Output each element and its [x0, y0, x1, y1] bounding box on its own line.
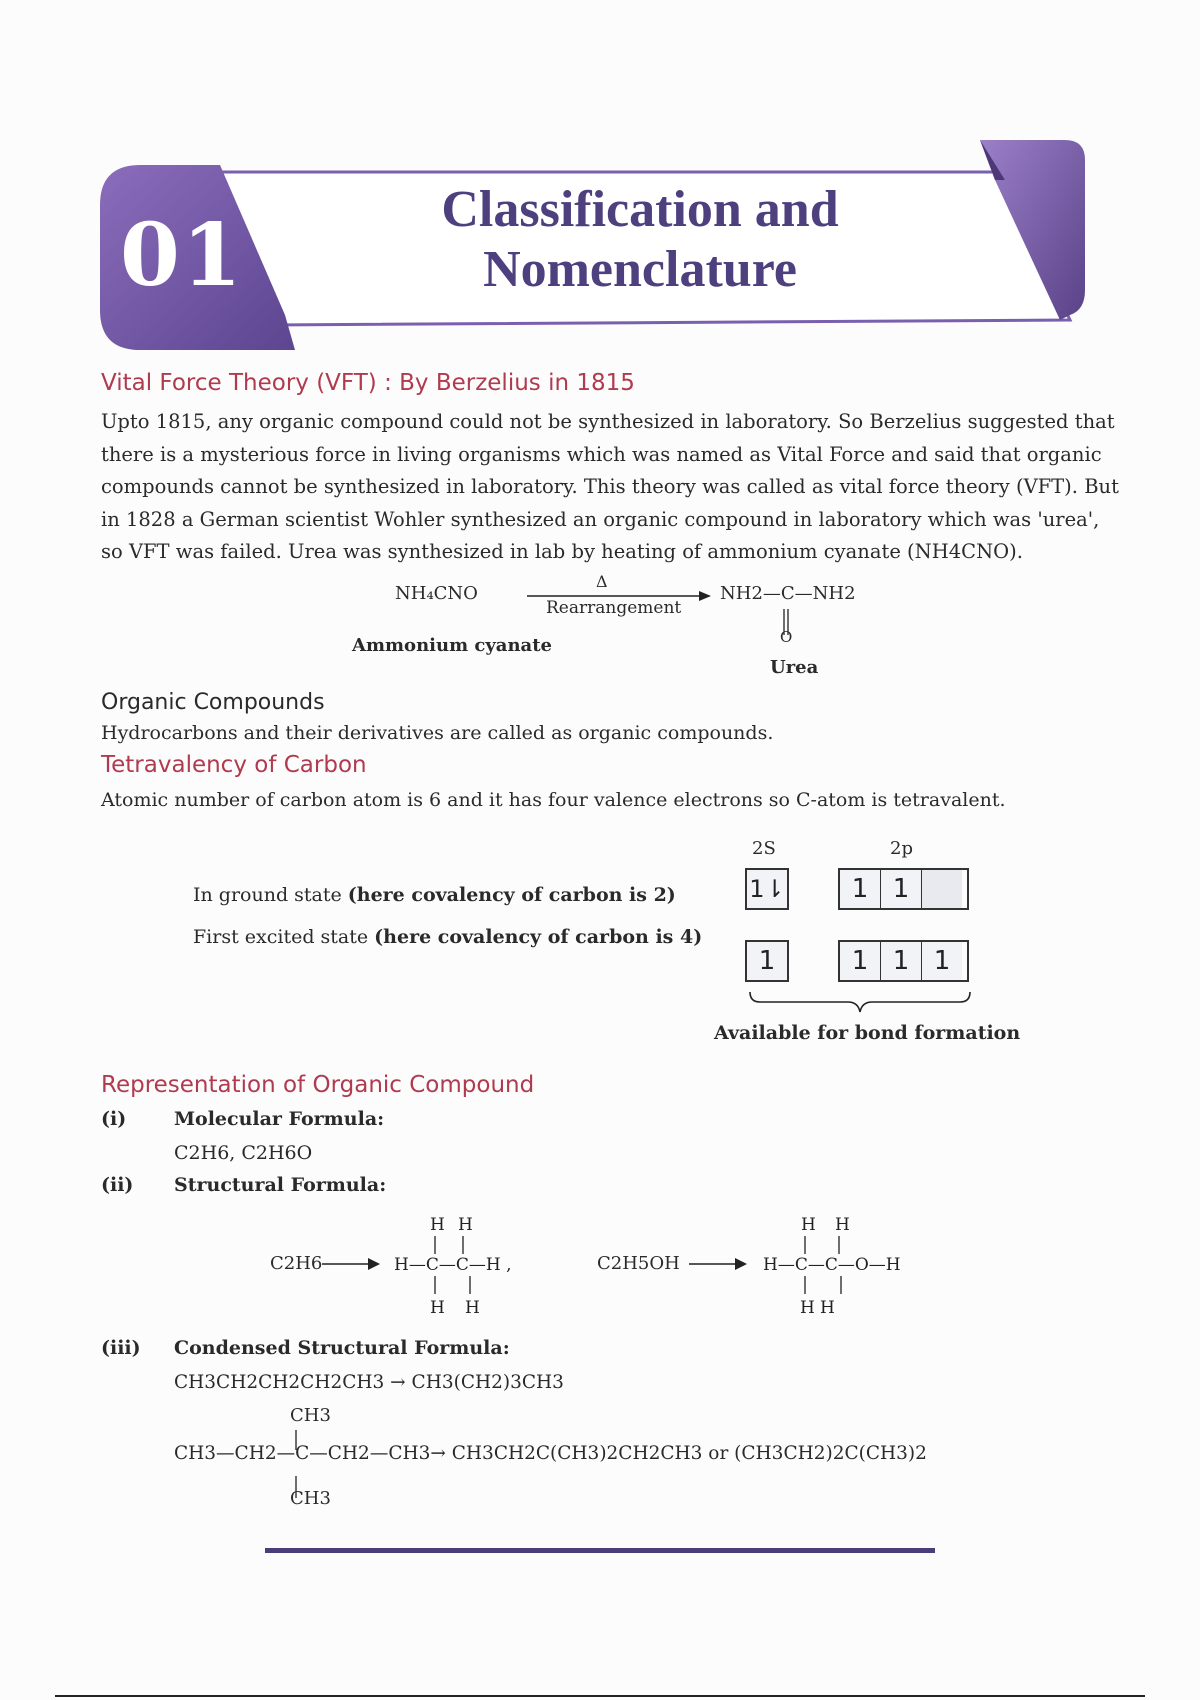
ground-2p-cell: 1: [881, 870, 922, 908]
svg-text:H: H: [801, 1215, 816, 1235]
svg-text:H: H: [458, 1215, 473, 1235]
tetravalency-text: Atomic number of carbon atom is 6 and it has four valence electrons so C-atom is tetravalent.: [101, 789, 1006, 811]
item-label: Molecular Formula:: [174, 1108, 385, 1130]
ethanol-formula: C2H5OH: [597, 1253, 680, 1274]
svg-text:H—C—C—H ,: H—C—C—H ,: [394, 1255, 512, 1275]
svg-text:H—C—C—O—H: H—C—C—O—H: [763, 1255, 901, 1275]
product-formula: NH2—C—NH2: [720, 583, 856, 604]
reactant-name: Ammonium cyanate: [352, 635, 552, 656]
reactant-formula: NH₄CNO: [395, 583, 478, 604]
vft-line: there is a mysterious force in living organisms which was named as Vital Force and said that organic: [101, 442, 1102, 466]
ground-state-prefix: In ground state: [193, 884, 348, 906]
vft-line: so VFT was failed. Urea was synthesized in lab by heating of ammonium cyanate (NH4CNO).: [101, 540, 1023, 563]
molecular-formula: C2H6, C2H6O: [174, 1142, 313, 1164]
ground-state-text: [193, 884, 676, 906]
excited-2p-cell: 1: [922, 942, 962, 980]
condensed-line1: CH3CH2CH2CH2CH3 → CH3(CH2)3CH3: [174, 1372, 564, 1393]
ground-2p-box: [838, 868, 969, 910]
orbital-2p-label: 2p: [890, 838, 913, 859]
chapter-number: 01: [120, 205, 244, 306]
ground-state-note: (here covalency of carbon is 2): [347, 884, 676, 906]
brace: [748, 990, 972, 1016]
excited-state-prefix: First excited state: [193, 926, 375, 948]
ground-2p-cell: 1: [840, 870, 881, 908]
excited-2s-cell: 1: [747, 942, 787, 980]
available-label: Available for bond formation: [714, 1022, 1021, 1044]
heat-symbol: Δ: [596, 572, 608, 591]
ground-2s-cell: 1⇂: [747, 870, 787, 908]
footer-rule: [265, 1548, 935, 1553]
item-number: (iii): [101, 1337, 141, 1359]
svg-text:H: H: [820, 1298, 835, 1318]
reaction-condition: Rearrangement: [546, 598, 682, 618]
ethane-structure: [320, 1210, 550, 1320]
svg-text:H: H: [835, 1215, 850, 1235]
item-number: (ii): [101, 1174, 134, 1196]
organic-heading: Organic Compounds: [101, 690, 325, 715]
item-label: Structural Formula:: [174, 1174, 387, 1196]
carbonyl-oxygen: O: [780, 628, 793, 646]
ground-2s-box: [745, 868, 789, 910]
chapter-title-line1: Classification and: [441, 181, 839, 238]
item-label: Condensed Structural Formula:: [174, 1337, 510, 1359]
excited-state-note: (here covalency of carbon is 4): [374, 926, 703, 948]
ethane-formula: C2H6: [270, 1253, 323, 1274]
vft-paragraph: [101, 406, 1124, 569]
vft-heading: Vital Force Theory (VFT) : By Berzelius in 1815: [101, 370, 635, 396]
svg-text:H: H: [800, 1298, 815, 1318]
excited-2s-box: [745, 940, 789, 982]
excited-2p-box: [838, 940, 969, 982]
branch-top: CH3: [290, 1405, 331, 1426]
product-name: Urea: [770, 657, 819, 678]
condensed-line2: CH3—CH2—C—CH2—CH3→ CH3CH2C(CH3)2CH2CH3 or (CH3CH2)2C(CH3)2: [174, 1443, 927, 1464]
excited-state-text: [193, 926, 702, 948]
excited-2p-cell: 1: [840, 942, 881, 980]
tetravalency-heading: Tetravalency of Carbon: [101, 752, 367, 778]
svg-text:H: H: [430, 1298, 445, 1318]
vft-line: in 1828 a German scientist Wohler synthesized an organic compound in laboratory which was 'urea',: [101, 507, 1100, 531]
vft-line: compounds cannot be synthesized in laboratory. This theory was called as vital force theory (VFT). But: [101, 475, 1119, 498]
ethanol-structure: [685, 1210, 945, 1320]
representation-heading: Representation of Organic Compound: [101, 1072, 535, 1098]
svg-text:H: H: [430, 1215, 445, 1235]
chapter-title: [350, 180, 930, 300]
orbital-2s-label: 2S: [752, 838, 776, 859]
branch-bottom: CH3: [290, 1488, 331, 1509]
page-bottom-line: [55, 1695, 1145, 1697]
organic-text: Hydrocarbons and their derivatives are called as organic compounds.: [101, 722, 774, 744]
item-number: (i): [101, 1108, 127, 1130]
excited-2p-cell: 1: [881, 942, 922, 980]
svg-text:H: H: [465, 1298, 480, 1318]
chapter-title-line2: Nomenclature: [483, 241, 797, 298]
ground-2p-cell: [922, 870, 962, 908]
vft-line: Upto 1815, any organic compound could not be synthesized in laboratory. So Berzelius suggested that: [101, 410, 1115, 433]
